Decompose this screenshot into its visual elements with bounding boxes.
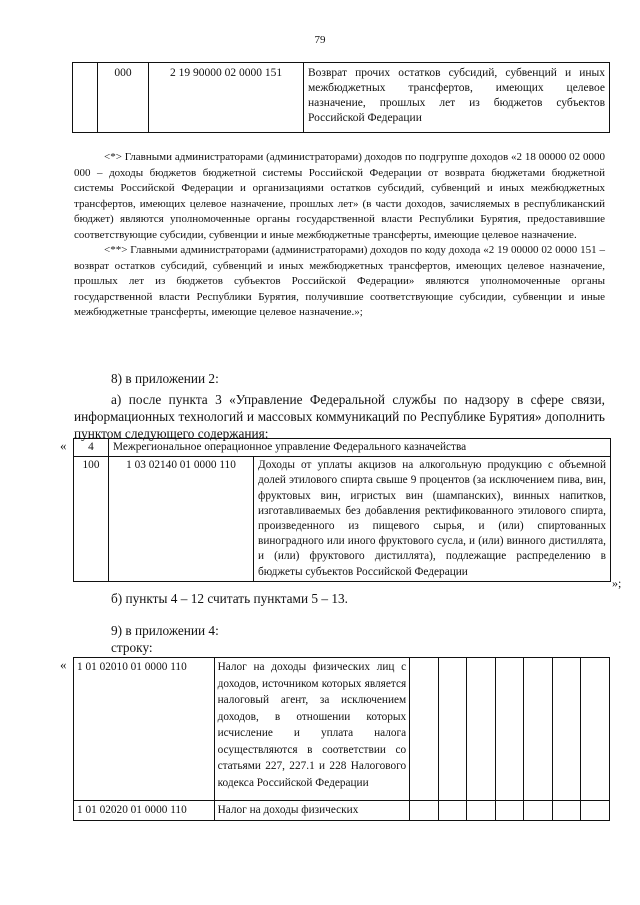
table-header-row	[74, 439, 611, 457]
empty-cell	[73, 63, 98, 133]
page-number: 79	[314, 34, 326, 46]
empty-cell	[552, 658, 581, 801]
budget-code-cell: 1 01 02020 01 0000 110	[74, 801, 215, 821]
revenue-name-cell: Возврат прочих остатков субсидий, субвенций и иных межбюджетных трансфертов, имеющих целевое назначение, прошлых лет из бюджетов субъектов Российской Федерации	[304, 63, 610, 133]
admin-code-cell: 100	[74, 457, 109, 582]
open-quote: «	[60, 657, 67, 672]
budget-code-cell: 1 03 02140 01 0000 110	[109, 457, 254, 582]
table-row	[74, 658, 610, 801]
revenue-name-cell: Налог на доходы физических	[214, 801, 410, 821]
section-9-heading: 9) в приложении 4:	[111, 623, 219, 638]
budget-code-cell: 2 19 90000 02 0000 151	[149, 63, 304, 133]
empty-cell	[438, 658, 467, 801]
section-8-item-b: б) пункты 4 – 12 считать пунктами 5 – 13.	[111, 591, 348, 606]
table-row	[74, 801, 610, 821]
budget-code-cell: 1 01 02010 01 0000 110	[74, 658, 215, 801]
footnotes	[74, 150, 605, 321]
table-revenue-codes-continued	[72, 62, 610, 133]
footnote-2: <**> Главными администраторами (администраторами) доходов по коду дохода «2 19 00000 02 0000 151 – возврат остатков субсидий, субвенций и иных межбюджетных трансфертов, имеющих целевое назначение, прошлых лет из бюджетов субъектов Российской Федерации» являются уполномоченные органы государственной власти Республики Бурятия, получившие соответствующие субсидии, субвенции и иные межбюджетные трансферты, имеющие целевое назначение.»;	[74, 244, 605, 318]
empty-cell	[495, 658, 524, 801]
empty-cell	[438, 801, 467, 821]
section-9-subheading: строку:	[111, 640, 153, 655]
section-8-item-a: а) после пункта 3 «Управление Федеральной службы по надзору в сфере связи, информационных технологий и массовых коммуникаций по Республике Бурятия» дополнить пунктом следующего содержания:	[74, 392, 605, 441]
empty-cell	[467, 801, 496, 821]
empty-cell	[410, 801, 439, 821]
empty-cell	[552, 801, 581, 821]
footnote-1: <*> Главными администраторами (администраторами) доходов по подгруппе доходов «2 18 00000 02 0000 000 – доходы бюджетов бюджетной системы Российской Федерации от возврата бюджетами бюджетной системы Российской Федерации и организациями остатков субсидий, субвенций и иных межбюджетных трансфертов, имеющих целевое назначение, прошлых лет» (в части доходов, зачисляемых в республиканский бюджет) являются уполномоченные органы государственной власти Республики Бурятия, предоставившие соответствующие субсидии, субвенции и иные межбюджетные трансферты, имеющие целевое назначение.	[74, 151, 605, 241]
table-row	[74, 457, 611, 582]
revenue-name-cell: Налог на доходы физических лиц с доходов, источником которых является налоговый агент, за исключением доходов, в отношении которых исчисление и уплата налога осуществляются в соответствии со статьями 227, 227.1 и 228 Налогового кодекса Российской Федерации	[214, 658, 410, 801]
table-federal-treasury	[73, 438, 611, 582]
table-row	[73, 63, 610, 133]
revenue-name-cell: Доходы от уплаты акцизов на алкогольную продукцию с объемной долей этилового спирта свыше 9 процентов (за исключением пива, вин, фруктовых вин, игристых вин (шампанских), винных напитков, изготавливаемых без добавления ректификованного этилового спирта, произведенного из пищевого сырья, и (или) спиртованных виноградного или иного фруктового сусла, и (или) винного дистиллята, и (или) фруктового дистиллята), подлежащие распределению в бюджеты субъектов Российской Федерации	[254, 457, 611, 582]
empty-cell	[524, 801, 553, 821]
close-quote: »;	[612, 576, 622, 590]
empty-cell	[467, 658, 496, 801]
header-name-cell: Межрегиональное операционное управление Федерального казначейства	[109, 439, 611, 457]
section-8	[74, 370, 605, 442]
empty-cell	[495, 801, 524, 821]
open-quote: «	[60, 438, 67, 453]
empty-cell	[581, 658, 610, 801]
empty-cell	[410, 658, 439, 801]
table-income-tax	[73, 657, 610, 821]
empty-cell	[581, 801, 610, 821]
admin-code-cell: 000	[98, 63, 149, 133]
header-number-cell: 4	[74, 439, 109, 457]
section-8-heading: 8) в приложении 2:	[111, 371, 219, 386]
empty-cell	[524, 658, 553, 801]
